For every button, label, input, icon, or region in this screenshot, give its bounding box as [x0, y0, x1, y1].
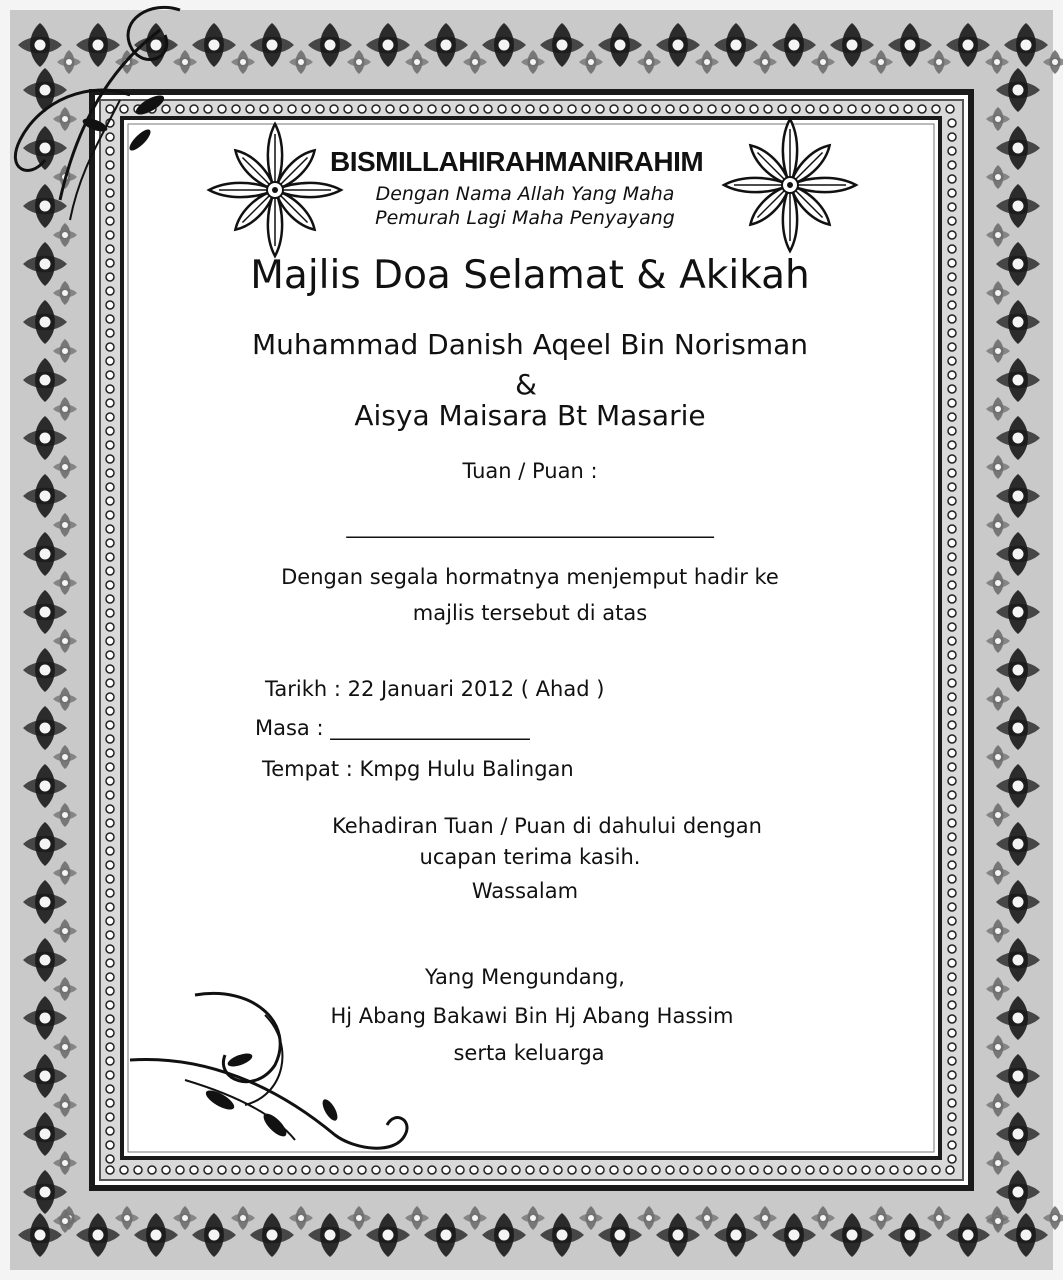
swirl-flourish-top-left-icon	[0, 0, 200, 240]
bismillah-translation-line1: Dengan Nama Allah Yang Maha	[375, 183, 675, 205]
bismillah-translation-line2: Pemurah Lagi Maha Penyayang	[375, 207, 675, 229]
event-title: Majlis Doa Selamat & Akikah	[250, 253, 810, 298]
closing-line2: ucapan terima kasih.	[419, 845, 641, 869]
detail-place: Tempat : Kmpg Hulu Balingan	[262, 757, 574, 781]
invitation-line2: majlis tersebut di atas	[412, 601, 648, 625]
star-flower-left-icon	[200, 120, 350, 260]
star-flower-right-icon	[715, 115, 865, 255]
host-family: serta keluarga	[453, 1041, 605, 1065]
host-name: Hj Abang Bakawi Bin Hj Abang Hassim	[330, 1004, 734, 1028]
detail-time: Masa : ___________________	[255, 716, 530, 740]
closing-line1: Kehadiran Tuan / Puan di dahului dengan	[332, 814, 762, 838]
closing-line3: Wassalam	[471, 879, 579, 903]
detail-date: Tarikh : 22 Januari 2012 ( Ahad )	[265, 677, 605, 701]
recipient-label: Tuan / Puan :	[462, 459, 598, 483]
recipient-line: ____________________________________	[346, 514, 714, 538]
bismillah-heading: BISMILLAHIRAHMANIRAHIM	[330, 146, 704, 177]
host-label: Yang Mengundang,	[425, 965, 625, 989]
honoree-name-2: Aisya Maisara Bt Masarie	[354, 399, 706, 432]
honoree-ampersand: &	[515, 368, 537, 401]
invitation-line1: Dengan segala hormatnya menjemput hadir ke	[281, 565, 779, 589]
honoree-name-1: Muhammad Danish Aqeel Bin Norisman	[251, 328, 808, 361]
